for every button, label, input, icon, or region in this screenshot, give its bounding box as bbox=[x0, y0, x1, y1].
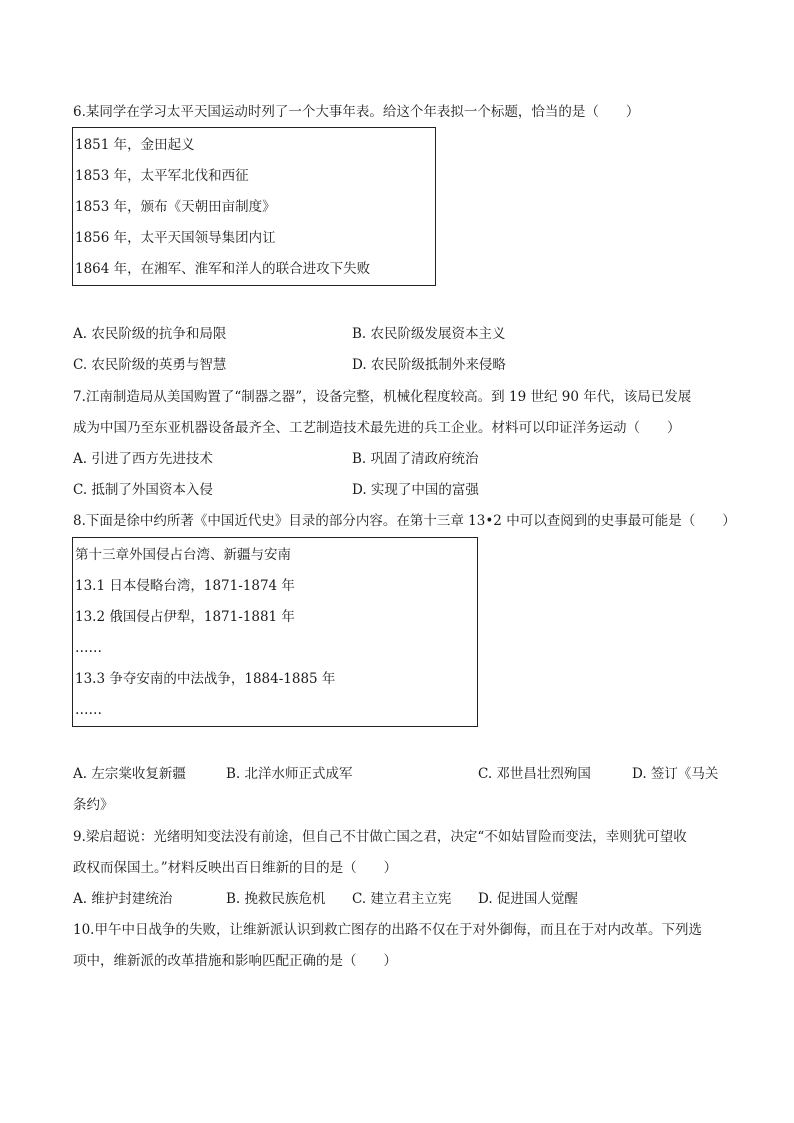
q7-option-c[interactable]: C. 抵制了外国资本入侵 bbox=[73, 482, 213, 498]
q7-stem-line2: 成为中国乃至东亚机器设备最齐全、工艺制造技术最先进的兵工企业。材料可以印证洋务运动（ ） bbox=[73, 420, 681, 436]
q9-option-c[interactable]: C. 建立君主立宪 bbox=[352, 891, 452, 907]
q6-option-a[interactable]: A. 农民阶级的抗争和局限 bbox=[73, 326, 227, 342]
q6-stem: 6.某同学在学习太平天国运动时列了一个大事年表。给这个年表拟一个标题，恰当的是（ ） bbox=[73, 104, 640, 120]
table-row: 13.1 日本侵略台湾，1871-1874 年 bbox=[75, 578, 295, 594]
table-row: …… bbox=[75, 640, 102, 656]
q8-option-b[interactable]: B. 北洋水师正式成军 bbox=[226, 766, 353, 782]
q8-option-a[interactable]: A. 左宗棠收复新疆 bbox=[73, 766, 186, 782]
q9-stem-line1: 9.梁启超说：光绪明知变法没有前途，但自己不甘做亡国之君，决定“不如姑冒险而变法，幸则犹可望收 bbox=[73, 829, 687, 845]
table-row: 13.3 争夺安南的中法战争，1884-1885 年 bbox=[75, 671, 336, 687]
q9-option-a[interactable]: A. 维护封建统治 bbox=[73, 891, 173, 907]
q6-timeline-table bbox=[72, 127, 436, 286]
table-row: 第十三章外国侵占台湾、新疆与安南 bbox=[75, 547, 291, 563]
q8-option-d[interactable]: D. 签订《马关 bbox=[632, 766, 719, 782]
table-row: 13.2 俄国侵占伊犁，1871-1881 年 bbox=[75, 609, 295, 625]
q9-stem-line2: 政权而保国土。”材料反映出百日维新的目的是（ ） bbox=[73, 860, 398, 876]
q6-option-d[interactable]: D. 农民阶级抵制外来侵略 bbox=[352, 357, 506, 373]
q9-option-b[interactable]: B. 挽救民族危机 bbox=[226, 891, 326, 907]
q8-option-c[interactable]: C. 邓世昌壮烈殉国 bbox=[478, 766, 591, 782]
q10-stem-line1: 10.甲午中日战争的失败，让维新派认识到救亡图存的出路不仅在于对外御侮，而且在于对内改革。下列选 bbox=[73, 922, 702, 938]
q8-contents-table bbox=[72, 537, 478, 727]
table-row: 1864 年，在湘军、淮军和洋人的联合进攻下失败 bbox=[75, 261, 371, 277]
table-row: …… bbox=[75, 702, 102, 718]
q7-option-d[interactable]: D. 实现了中国的富强 bbox=[352, 482, 479, 498]
q8-option-d-cont: 条约》 bbox=[73, 797, 114, 813]
q7-stem-line1: 7.江南制造局从美国购置了“制器之器”，设备完整，机械化程度较高。到 19 世纪 90 年代，该局已发展 bbox=[73, 389, 692, 405]
q9-option-d[interactable]: D. 促进国人觉醒 bbox=[478, 891, 578, 907]
q6-option-c[interactable]: C. 农民阶级的英勇与智慧 bbox=[73, 357, 227, 373]
table-row: 1853 年，太平军北伐和西征 bbox=[75, 168, 249, 184]
q8-stem: 8.下面是徐中约所著《中国近代史》目录的部分内容。在第十三章 13•2 中可以查阅到的史事最可能是（ ） bbox=[73, 513, 736, 529]
table-row: 1851 年，金田起义 bbox=[75, 137, 195, 153]
q7-option-b[interactable]: B. 巩固了清政府统治 bbox=[352, 451, 479, 467]
table-row: 1853 年，颁布《天朝田亩制度》 bbox=[75, 199, 276, 215]
q7-option-a[interactable]: A. 引进了西方先进技术 bbox=[73, 451, 213, 467]
q10-stem-line2: 项中，维新派的改革措施和影响匹配正确的是（ ） bbox=[73, 953, 397, 969]
q6-option-b[interactable]: B. 农民阶级发展资本主义 bbox=[352, 326, 506, 342]
table-row: 1856 年，太平天国领导集团内讧 bbox=[75, 230, 276, 246]
